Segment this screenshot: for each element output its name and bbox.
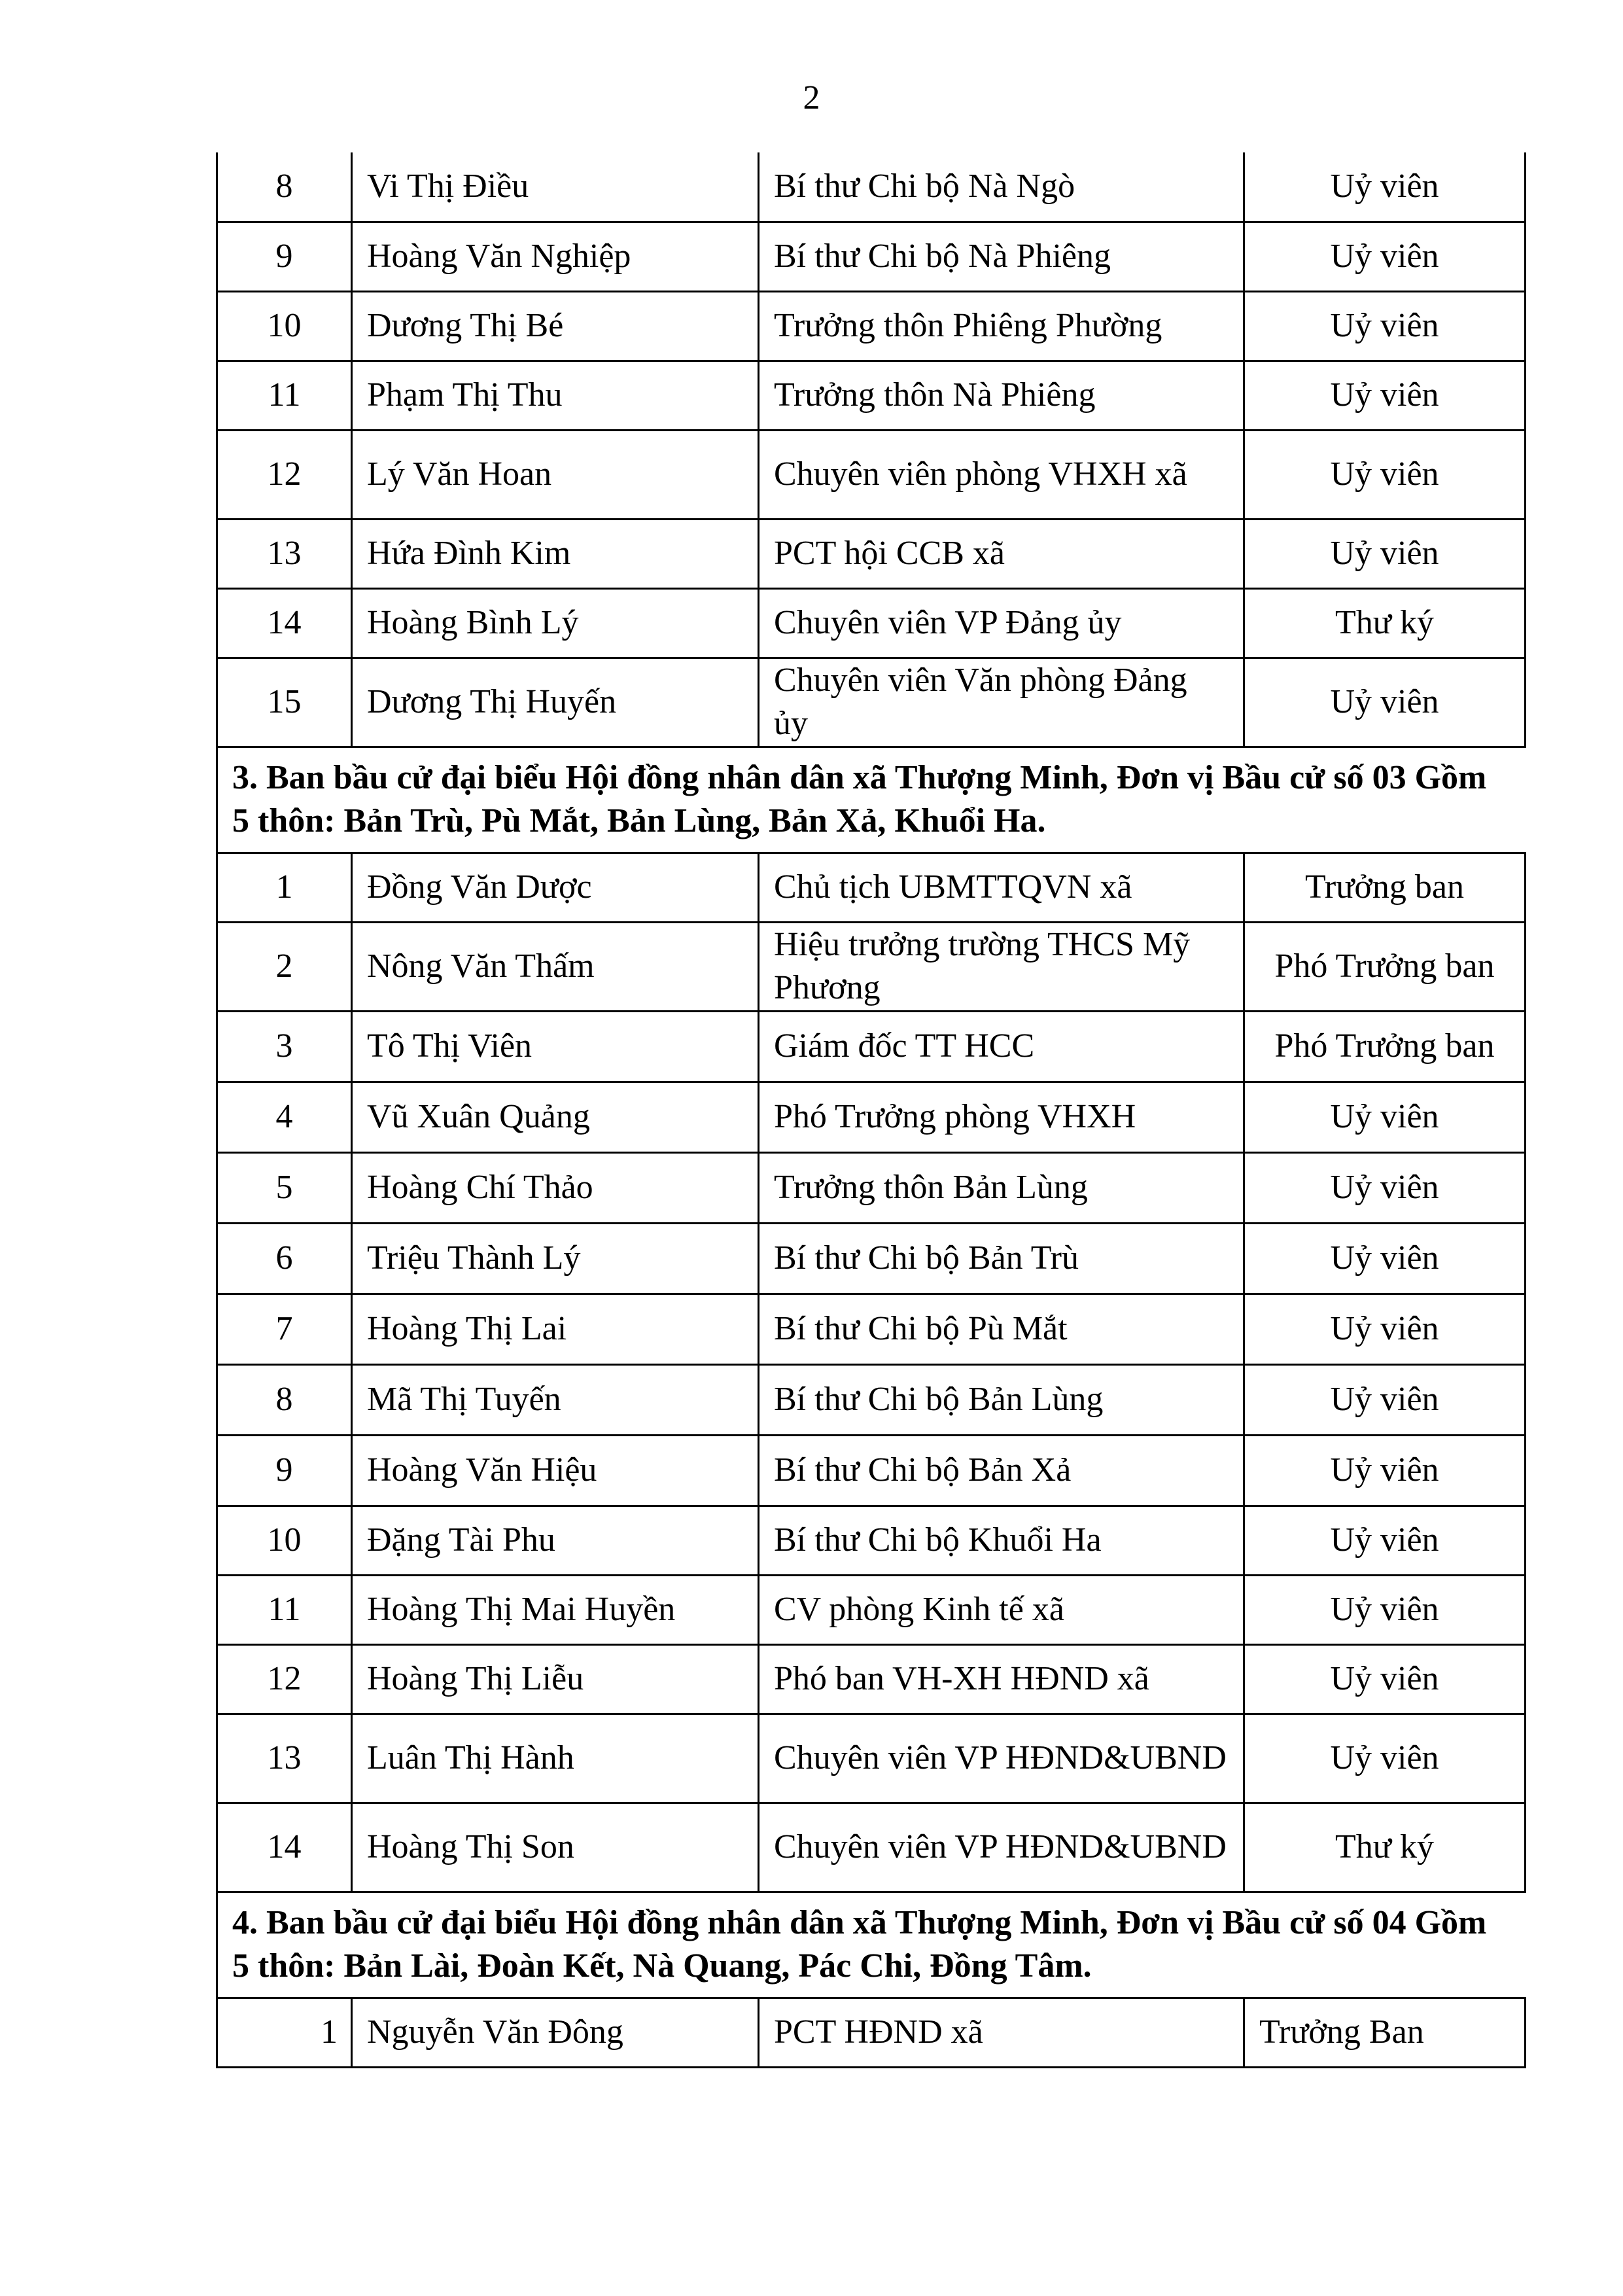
- member-role: Uỷ viên: [1244, 1082, 1526, 1152]
- member-role: Uỷ viên: [1244, 1152, 1526, 1223]
- member-position: Chuyên viên Văn phòng Đảng ủy: [759, 658, 1244, 747]
- member-position: Bí thư Chi bộ Nà Ngò: [759, 152, 1244, 222]
- row-number: 2: [217, 922, 352, 1011]
- member-role: Uỷ viên: [1244, 1714, 1526, 1803]
- row-number: 7: [217, 1294, 352, 1364]
- table-row: [217, 1294, 1526, 1364]
- member-position: Chuyên viên VP HĐND&UBND: [759, 1714, 1244, 1803]
- member-role: Uỷ viên: [1244, 430, 1526, 519]
- table-row: [217, 1223, 1526, 1294]
- member-position: Chuyên viên phòng VHXH xã: [759, 430, 1244, 519]
- row-number: 10: [217, 291, 352, 361]
- member-name: Hoàng Chí Thảo: [352, 1152, 759, 1223]
- member-position: Bí thư Chi bộ Bản Trù: [759, 1223, 1244, 1294]
- row-number: 12: [217, 430, 352, 519]
- member-name: Đồng Văn Dược: [352, 853, 759, 922]
- table-row: [217, 1364, 1526, 1435]
- member-role: Thư ký: [1244, 1803, 1526, 1892]
- table-row: [217, 1506, 1526, 1575]
- member-role: Phó Trưởng ban: [1244, 1011, 1526, 1082]
- row-number: 3: [217, 1011, 352, 1082]
- table-row: [217, 361, 1526, 430]
- row-number: 1: [217, 853, 352, 922]
- member-position: Phó Trưởng phòng VHXH: [759, 1082, 1244, 1152]
- section-4-title: 4. Ban bầu cử đại biểu Hội đồng nhân dân xã Thượng Minh, Đơn vị Bầu cử số 04 Gồm 5 thôn: Bản Lài, Đoàn Kết, Nà Quang, Pác Chi, Đồng Tâm.: [217, 1892, 1526, 1998]
- row-number: 5: [217, 1152, 352, 1223]
- table-row: [217, 922, 1526, 1011]
- member-position: Chủ tịch UBMTTQVN xã: [759, 853, 1244, 922]
- row-number: 4: [217, 1082, 352, 1152]
- member-position: Phó ban VH-XH HĐND xã: [759, 1644, 1244, 1714]
- section-header-row: [217, 1892, 1526, 1998]
- member-role: Uỷ viên: [1244, 1506, 1526, 1575]
- member-name: Luân Thị Hành: [352, 1714, 759, 1803]
- row-number: 13: [217, 519, 352, 588]
- member-position: Trưởng thôn Phiêng Phường: [759, 291, 1244, 361]
- member-role: Phó Trưởng ban: [1244, 922, 1526, 1011]
- table-row: [217, 1152, 1526, 1223]
- row-number: 14: [217, 1803, 352, 1892]
- table-row: [217, 1011, 1526, 1082]
- member-position: Trưởng thôn Nà Phiêng: [759, 361, 1244, 430]
- row-number: 9: [217, 222, 352, 291]
- member-name: Lý Văn Hoan: [352, 430, 759, 519]
- row-number: 11: [217, 1575, 352, 1644]
- table-row: [217, 1998, 1526, 2067]
- member-role: Thư ký: [1244, 588, 1526, 658]
- member-position: Bí thư Chi bộ Bản Lùng: [759, 1364, 1244, 1435]
- member-role: Uỷ viên: [1244, 222, 1526, 291]
- member-position: Chuyên viên VP Đảng ủy: [759, 588, 1244, 658]
- member-name: Dương Thị Bé: [352, 291, 759, 361]
- member-role: Uỷ viên: [1244, 1364, 1526, 1435]
- member-name: Hoàng Thị Mai Huyền: [352, 1575, 759, 1644]
- member-role: Uỷ viên: [1244, 291, 1526, 361]
- table-row: [217, 222, 1526, 291]
- table-row: [217, 152, 1526, 222]
- member-position: CV phòng Kinh tế xã: [759, 1575, 1244, 1644]
- member-name: Nông Văn Thấm: [352, 922, 759, 1011]
- member-name: Vi Thị Điều: [352, 152, 759, 222]
- member-name: Dương Thị Huyến: [352, 658, 759, 747]
- section-header-row: [217, 747, 1526, 853]
- member-position: Chuyên viên VP HĐND&UBND: [759, 1803, 1244, 1892]
- member-name: Hoàng Thị Lai: [352, 1294, 759, 1364]
- row-number: 6: [217, 1223, 352, 1294]
- member-name: Hứa Đình Kim: [352, 519, 759, 588]
- member-position: Bí thư Chi bộ Nà Phiêng: [759, 222, 1244, 291]
- member-name: Hoàng Thị Liễu: [352, 1644, 759, 1714]
- member-role: Uỷ viên: [1244, 1223, 1526, 1294]
- member-name: Hoàng Bình Lý: [352, 588, 759, 658]
- table-row: [217, 291, 1526, 361]
- table-row: [217, 658, 1526, 747]
- member-role: Trưởng ban: [1244, 853, 1526, 922]
- member-position: Giám đốc TT HCC: [759, 1011, 1244, 1082]
- member-position: Trưởng thôn Bản Lùng: [759, 1152, 1244, 1223]
- row-number: 11: [217, 361, 352, 430]
- row-number: 10: [217, 1506, 352, 1575]
- member-position: PCT hội CCB xã: [759, 519, 1244, 588]
- table-row: [217, 1575, 1526, 1644]
- member-role: Uỷ viên: [1244, 1575, 1526, 1644]
- table-row: [217, 1435, 1526, 1506]
- member-role: Uỷ viên: [1244, 1435, 1526, 1506]
- row-number: 8: [217, 1364, 352, 1435]
- table-row: [217, 588, 1526, 658]
- member-name: Nguyễn Văn Đông: [352, 1998, 759, 2067]
- member-role: Uỷ viên: [1244, 152, 1526, 222]
- row-number: 13: [217, 1714, 352, 1803]
- member-role: Uỷ viên: [1244, 1644, 1526, 1714]
- member-position: Bí thư Chi bộ Pù Mắt: [759, 1294, 1244, 1364]
- member-name: Hoàng Văn Hiệu: [352, 1435, 759, 1506]
- member-role: Uỷ viên: [1244, 361, 1526, 430]
- member-role: Uỷ viên: [1244, 1294, 1526, 1364]
- member-name: Tô Thị Viên: [352, 1011, 759, 1082]
- member-name: Vũ Xuân Quảng: [352, 1082, 759, 1152]
- member-position: Bí thư Chi bộ Khuổi Ha: [759, 1506, 1244, 1575]
- row-number: 1: [217, 1998, 352, 2067]
- committee-table: [216, 152, 1526, 2068]
- member-role: Uỷ viên: [1244, 658, 1526, 747]
- page-number: 2: [803, 79, 820, 116]
- member-name: Hoàng Văn Nghiệp: [352, 222, 759, 291]
- member-position: Bí thư Chi bộ Bản Xả: [759, 1435, 1244, 1506]
- section-3-title: 3. Ban bầu cử đại biểu Hội đồng nhân dân xã Thượng Minh, Đơn vị Bầu cử số 03 Gồm 5 thôn: Bản Trù, Pù Mắt, Bản Lùng, Bản Xả, Khuổi Ha.: [217, 747, 1526, 853]
- member-name: Phạm Thị Thu: [352, 361, 759, 430]
- table-row: [217, 1082, 1526, 1152]
- row-number: 15: [217, 658, 352, 747]
- table-row: [217, 1803, 1526, 1892]
- member-role: Trưởng Ban: [1244, 1998, 1526, 2067]
- row-number: 14: [217, 588, 352, 658]
- member-position: PCT HĐND xã: [759, 1998, 1244, 2067]
- row-number: 9: [217, 1435, 352, 1506]
- row-number: 8: [217, 152, 352, 222]
- table-row: [217, 430, 1526, 519]
- member-name: Triệu Thành Lý: [352, 1223, 759, 1294]
- member-role: Uỷ viên: [1244, 519, 1526, 588]
- member-name: Đặng Tài Phu: [352, 1506, 759, 1575]
- row-number: 12: [217, 1644, 352, 1714]
- member-position: Hiệu trưởng trường THCS Mỹ Phương: [759, 922, 1244, 1011]
- table-row: [217, 853, 1526, 922]
- member-name: Mã Thị Tuyến: [352, 1364, 759, 1435]
- table-row: [217, 1714, 1526, 1803]
- member-name: Hoàng Thị Son: [352, 1803, 759, 1892]
- table-row: [217, 519, 1526, 588]
- table-row: [217, 1644, 1526, 1714]
